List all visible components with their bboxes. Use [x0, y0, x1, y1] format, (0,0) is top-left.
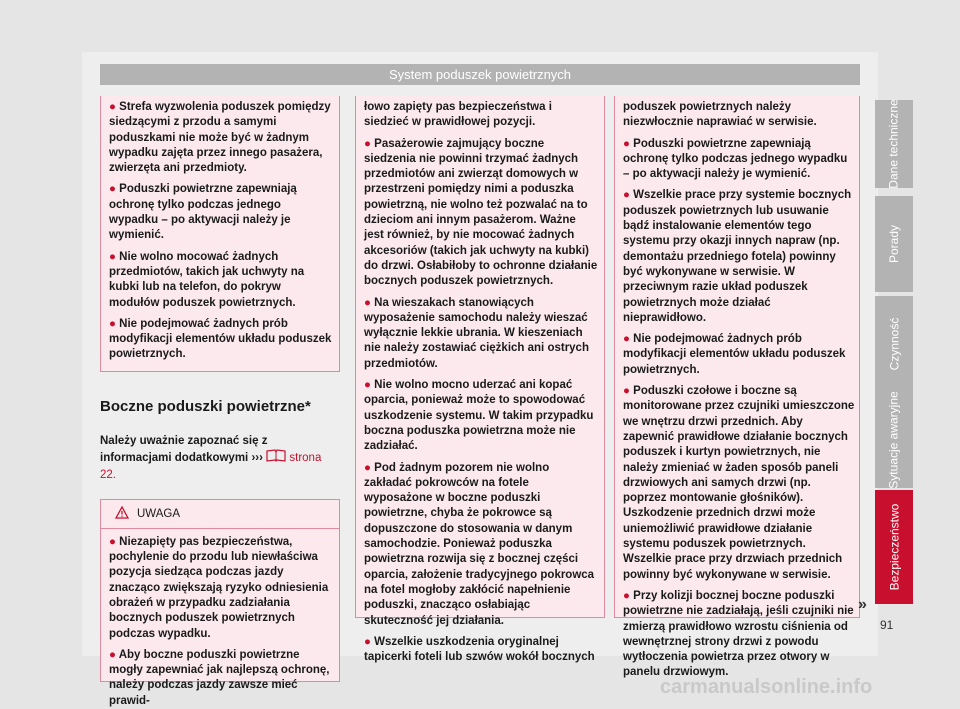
warning-header: [101, 500, 339, 529]
list-item: ● Wszelkie prace przy systemie bocznych poduszek powietrznych lub usuwanie bądź instalowanie elementów tego systemu przy okazji innych napraw (np. demontażu przedniego fotela) powinny być wykonywane w serwisie. W przeciwnym razie układ poduszek powietrznych może działać nieprawidłowo.: [623, 189, 852, 324]
bullet-dot-icon: ●: [109, 250, 120, 263]
bullet-dot-icon: ●: [109, 535, 120, 548]
warning-triangle-icon: [115, 506, 129, 522]
list-item: ● Poduszki powietrzne zapewniają ochronę tylko podczas jednego wypadku – po aktywacji należy je wymienić.: [623, 137, 848, 181]
page-number: 91: [880, 618, 894, 632]
tab-porady[interactable]: Porady: [875, 196, 913, 292]
list-item: ● Nie podejmować żadnych prób modyfikacji elementów układu poduszek powietrznych.: [623, 333, 846, 376]
watermark: carmanualsonline.info: [660, 676, 873, 698]
bullet-dot-icon: ●: [623, 189, 634, 202]
list-item: ● Poduszki powietrzne zapewniają ochronę tylko podczas jednego wypadku – po aktywacji należy je wymienić.: [109, 183, 297, 242]
bullet-dot-icon: ●: [623, 589, 634, 602]
intro-paragraph: Należy uważnie zapoznać się z informacjami dodatkowymi ››› strona 22.: [100, 434, 322, 481]
warning-continuation-box: [100, 96, 340, 372]
bullet-dot-icon: ●: [623, 137, 634, 150]
bullet-dot-icon: ●: [109, 317, 120, 330]
tab-dane-techniczne[interactable]: Dane techniczne: [875, 100, 913, 188]
list-item-continuation: łowo zapięty pas bezpieczeństwa i siedzieć w prawidłowej pozycji.: [364, 101, 552, 129]
list-item: ● Wszelkie uszkodzenia oryginalnej tapicerki foteli lub szwów wokół bocznych: [364, 635, 595, 664]
bullet-dot-icon: ●: [364, 296, 375, 309]
list-item: ● Niezapięty pas bezpieczeństwa, pochylenie do przodu lub niewłaściwa pozycja siedząca podczas jazdy znacząco zwiększają ryzyko odniesienia obrażeń w przypadku zadziałania bocznych poduszek powietrznych podczas wypadku.: [109, 535, 329, 640]
continued-marker: »: [858, 596, 867, 613]
bullet-dot-icon: ●: [109, 101, 120, 113]
column-1: [100, 96, 340, 707]
tab-sytuacje-awaryjne[interactable]: Sytuacje awaryjne: [875, 392, 913, 488]
list-item: ● Pod żadnym pozorem nie wolno zakładać pokrowców na fotele wyposażone w boczne poduszki powietrzne, chyba że pokrowce są dopuszczone do stosowania w danym samochodzie. Ponieważ poduszka powietrzna rozwija się z bocznej części oparcia, założenie tradycyjnego pokrowca na fotel mogłoby zakłócić napełnienie poduszki, znacząco osłabiając skuteczność jej działania.: [364, 461, 595, 627]
list-item: ● Nie podejmować żadnych prób modyfikacji elementów układu poduszek powietrznych.: [109, 317, 332, 361]
list-item: ● Aby boczne poduszki powietrzne mogły zapewniać jak najlepszą ochronę, należy podczas jazdy zawsze mieć prawid-: [109, 648, 330, 707]
list-item: ● Strefa wyzwolenia poduszek pomiędzy siedzącymi z przodu a samymi poduszkami nie może być w żadnym wypadku zajęta przez innego pasażera, zwierzęta ani przedmioty.: [109, 101, 331, 175]
list-item: ● Poduszki czołowe i boczne są monitorowane przez czujniki umieszczone we wnętrzu drzwi przednich. Aby zapewnić prawidłowe działanie bocznych poduszek i kurtyn powietrznych, nie należy zmieniać w żaden sposób paneli drzwiowych ani samych drzwi (np. poprzez montowanie głośników). Uszkodzenie przednich drzwi może uniemożliwić prawidłowe działanie systemu poduszek powietrznych. Wszelkie prace przy drzwiach przednich powinny być wykonywane w serwisie.: [623, 385, 855, 581]
section-heading: Boczne poduszki powietrzne*: [100, 397, 311, 415]
book-icon: [266, 449, 286, 467]
tab-czynnosc[interactable]: Czynność: [875, 296, 913, 392]
bullet-dot-icon: ●: [364, 379, 375, 392]
list-item: ● Pasażerowie zajmujący boczne siedzenia nie powinni trzymać żadnych przedmiotów ani zwierząt domowych w przestrzeni pomiędzy nimi a poduszka powietrzną, nie wolno też pozwalać na to dzieciom ani innym pasażerom. Ważne jest również, by nie mocować żadnych akcesoriów (takich jak uchwyty na kubki) do drzwi. Osłabiłoby to ochronne działanie bocznych poduszek powietrznych.: [364, 137, 598, 288]
column-3-warning-box: [614, 96, 860, 679]
list-item: ● Nie wolno mocno uderzać ani kopać oparcia, ponieważ może to spowodować uszkodzenie systemu. W takim przypadku boczna poduszka powietrzna może nie zadziałać.: [364, 379, 594, 453]
warning-label: UWAGA: [137, 507, 181, 520]
page-title: System poduszek powietrznych: [100, 64, 860, 85]
tab-bezpieczenstwo[interactable]: Bezpieczeństwo: [875, 490, 913, 604]
bullet-dot-icon: ●: [364, 635, 375, 648]
page-reference-link[interactable]: strona 22: [100, 451, 322, 481]
list-item: ● Przy kolizji bocznej boczne poduszki powietrzne nie zadziałają, jeśli czujniki nie zmierzą prawidłowo wzrostu ciśnienia od wewnętrznej strony drzwi z powodu wytłoczenia powietrza przez otwory w panelu drzwiowym.: [623, 589, 854, 679]
warning-box: [100, 499, 340, 707]
bullet-dot-icon: ●: [109, 183, 120, 196]
bullet-dot-icon: ●: [623, 385, 634, 398]
bullet-dot-icon: ●: [364, 137, 375, 150]
bullet-dot-icon: ●: [623, 333, 634, 346]
bullet-dot-icon: ●: [109, 648, 119, 661]
column-2-warning-box: [355, 96, 605, 664]
bullet-dot-icon: ●: [364, 461, 375, 474]
list-item: ● Nie wolno mocować żadnych przedmiotów, takich jak uchwyty na kubki lub na telefon, do pokryw modułów poduszek powietrznych.: [109, 250, 305, 309]
list-item: ● Na wieszakach stanowiących wyposażenie samochodu należy wieszać wyłącznie lekkie ubrania. W kieszeniach nie należy zostawiać ciężkich ani ostrych przedmiotów.: [364, 296, 589, 370]
list-item-continuation: poduszek powietrznych należy niezwłocznie naprawiać w serwisie.: [623, 101, 817, 129]
